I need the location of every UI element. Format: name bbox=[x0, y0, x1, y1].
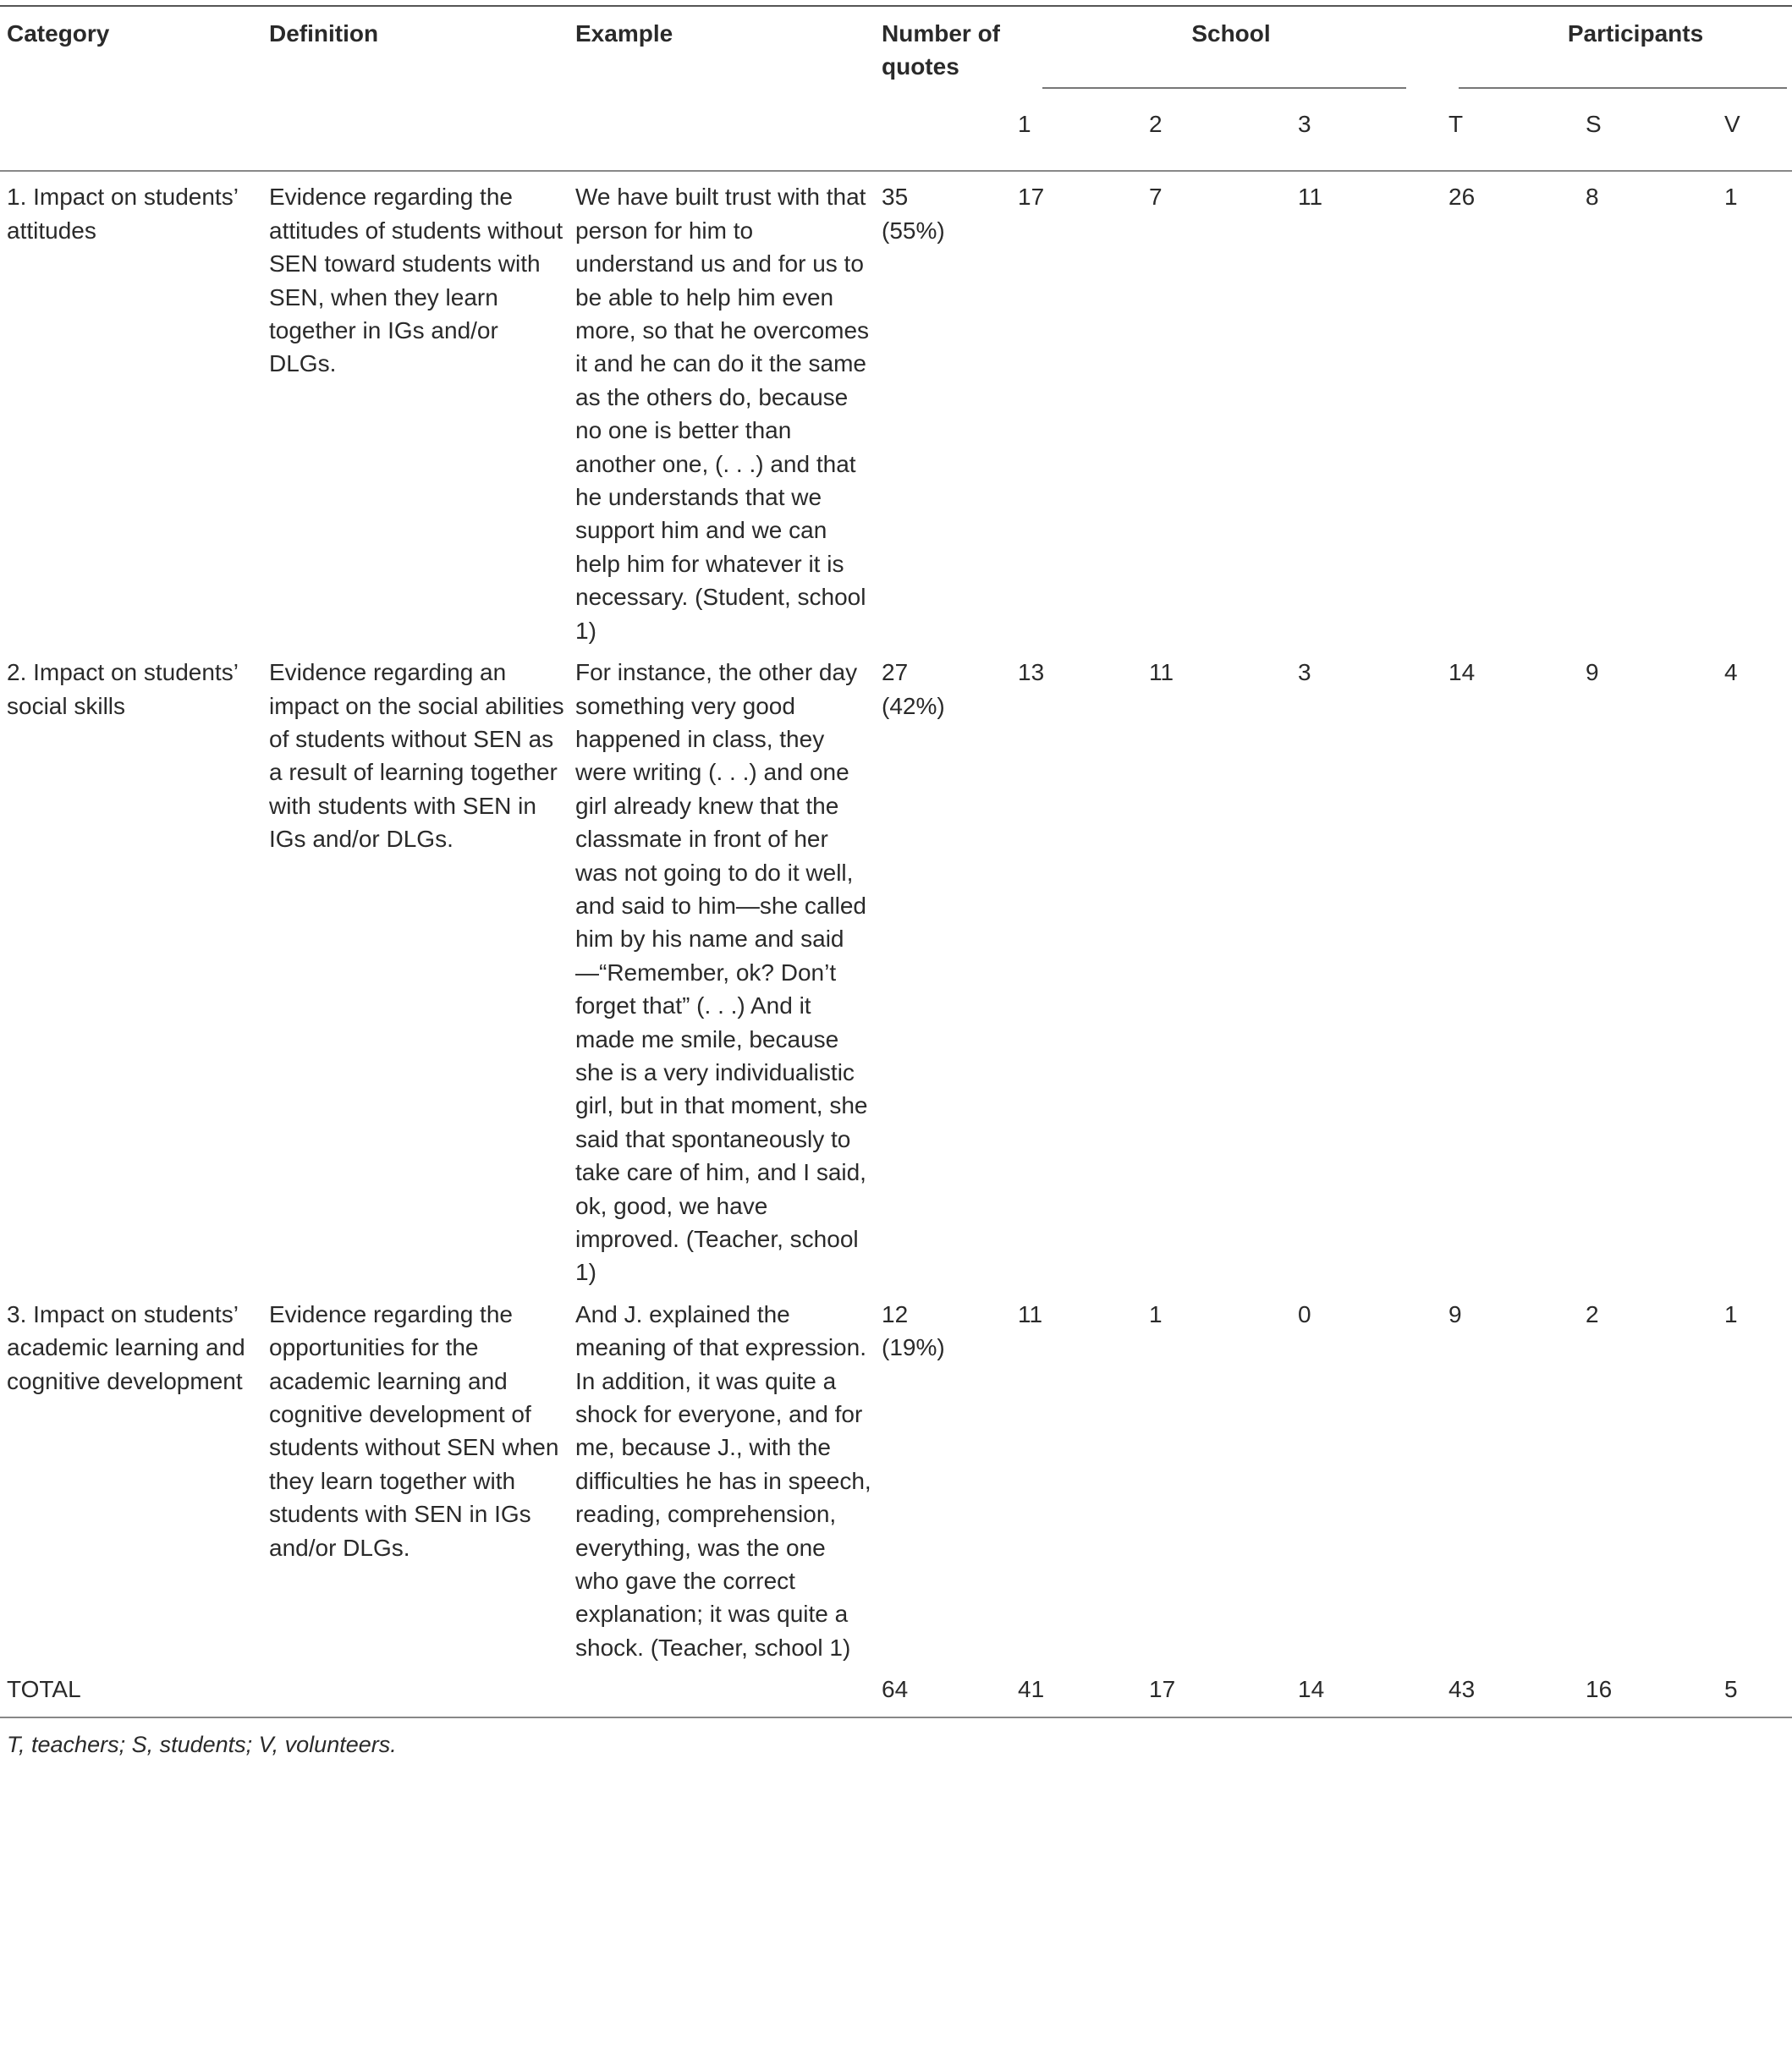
row-students: 9 bbox=[1586, 659, 1599, 686]
header-number-of-quotes: Number of quotes bbox=[882, 20, 1000, 80]
header-example: Example bbox=[575, 20, 673, 47]
total-volunteers: 5 bbox=[1724, 1676, 1738, 1703]
row-example: We have built trust with that person for him to understand us and for us to be able to help him even more, so that he overcomes it and he can do it the same as the others do, because no one is better than another one, (. . .) and that he understands that we support him and we can help him for whatever it is necessary. (Student, school 1) bbox=[575, 184, 870, 644]
header-students: S bbox=[1586, 111, 1602, 138]
row-category: 1. Impact on students’ attitudes bbox=[7, 184, 238, 244]
row-teachers: 9 bbox=[1448, 1300, 1462, 1327]
total-school-3: 14 bbox=[1298, 1676, 1325, 1703]
row-definition: Evidence regarding the opportunities for the academic learning and cognitive development of students without SEN when they learn together with students with SEN in IGs and/or DLGs. bbox=[269, 1300, 559, 1561]
header-school-1: 1 bbox=[1018, 111, 1031, 138]
row-quotes bbox=[875, 171, 1017, 647]
header-bottom-rule bbox=[0, 146, 1792, 171]
row-students: 8 bbox=[1586, 184, 1599, 211]
row-example: For instance, the other day something very good happened in class, they were writing (. . .) and one girl already knew that the classmate in front of her was not going to do it well, and said to him—she called him by his name and said—“Remember, ok? Don’t forget that” (. . .) And it made me smile, because she is a very individualistic girl, but in that moment, she said that spontaneously to take care of him, and I said, ok, good, we have improved. (Teacher, school 1) bbox=[575, 659, 868, 1286]
row-school-2: 11 bbox=[1149, 659, 1174, 686]
row-volunteers: 1 bbox=[1724, 1300, 1738, 1327]
row-teachers: 14 bbox=[1448, 659, 1476, 686]
total-label: TOTAL bbox=[7, 1676, 81, 1703]
total-school-1: 41 bbox=[1018, 1676, 1045, 1703]
total-quotes: 64 bbox=[882, 1676, 909, 1703]
row-teachers: 26 bbox=[1448, 184, 1476, 211]
row-quotes-count: 35 bbox=[882, 184, 909, 211]
header-definition: Definition bbox=[269, 20, 379, 47]
table-row bbox=[0, 647, 1792, 1289]
total-teachers: 43 bbox=[1448, 1676, 1476, 1703]
footnote-row bbox=[0, 1717, 1792, 1761]
row-school-1: 11 bbox=[1018, 1300, 1043, 1327]
row-category: 3. Impact on students’ academic learning and cognitive development bbox=[7, 1300, 245, 1394]
row-school-1: 17 bbox=[1018, 184, 1045, 211]
row-quotes-percent: (42%) bbox=[882, 692, 945, 719]
row-school-3: 0 bbox=[1298, 1300, 1311, 1327]
row-quotes bbox=[875, 647, 1017, 1289]
table-row bbox=[0, 171, 1792, 647]
row-quotes-count: 12 bbox=[882, 1300, 909, 1327]
total-row bbox=[0, 1664, 1792, 1717]
table-footnote: T, teachers; S, students; V, volunteers. bbox=[0, 1717, 1792, 1761]
row-definition: Evidence regarding an impact on the social abilities of students without SEN as a result of learning together with students with SEN in IGs and/or DLGs. bbox=[269, 659, 564, 853]
header-volunteers: V bbox=[1724, 111, 1740, 138]
row-school-3: 3 bbox=[1298, 659, 1311, 686]
row-school-3: 11 bbox=[1298, 184, 1323, 211]
row-quotes-percent: (19%) bbox=[882, 1334, 945, 1361]
row-definition: Evidence regarding the attitudes of students without SEN toward students with SEN, when they learn together in IGs and/or DLGs. bbox=[269, 184, 563, 377]
header-school-label: School bbox=[1191, 20, 1271, 47]
row-quotes-count: 27 bbox=[882, 659, 909, 686]
row-category: 2. Impact on students’ social skills bbox=[7, 659, 238, 719]
row-school-1: 13 bbox=[1018, 659, 1045, 686]
results-table bbox=[0, 5, 1792, 1762]
row-example: And J. explained the meaning of that expression. In addition, it was quite a shock for everyone, and for me, because J., with the difficulties he has in speech, reading, comprehension, everything, was the one who gave the correct explanation; it was quite a shock. (Teacher, school 1) bbox=[575, 1300, 871, 1661]
row-volunteers: 1 bbox=[1724, 184, 1738, 211]
header-participants bbox=[1428, 5, 1792, 89]
header-school bbox=[1017, 5, 1428, 89]
header-school-2: 2 bbox=[1149, 111, 1163, 138]
header-school-3: 3 bbox=[1298, 111, 1311, 138]
header-teachers: T bbox=[1448, 111, 1464, 138]
total-students: 16 bbox=[1586, 1676, 1613, 1703]
row-school-2: 1 bbox=[1149, 1300, 1163, 1327]
total-school-2: 17 bbox=[1149, 1676, 1176, 1703]
table-row bbox=[0, 1289, 1792, 1664]
row-volunteers: 4 bbox=[1724, 659, 1738, 686]
header-category: Category bbox=[7, 20, 110, 47]
row-quotes bbox=[875, 1289, 1017, 1664]
header-participants-label: Participants bbox=[1567, 20, 1704, 47]
row-school-2: 7 bbox=[1149, 184, 1163, 211]
row-quotes-percent: (55%) bbox=[882, 217, 945, 244]
row-students: 2 bbox=[1586, 1300, 1599, 1327]
